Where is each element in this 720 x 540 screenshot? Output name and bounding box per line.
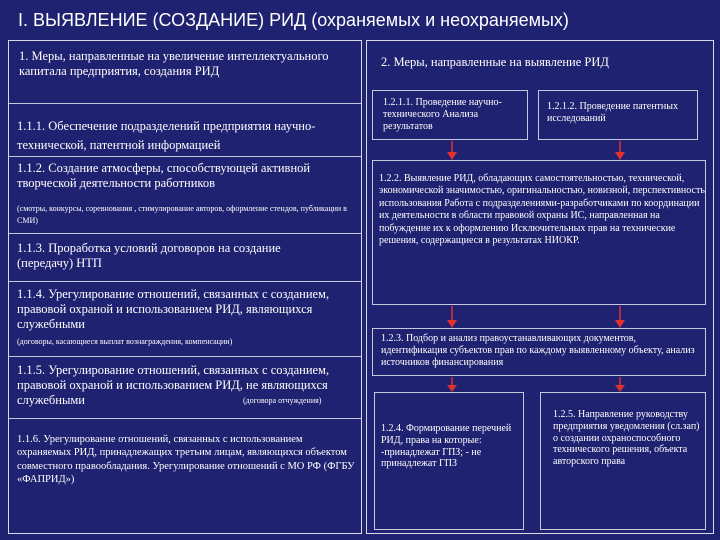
item-1-1-4: 1.1.4. Урегулирование отношений, связанных с созданием, правовой охраной и использованием РИД, являющихся служебными xyxy=(17,287,330,331)
arrowhead xyxy=(447,152,457,160)
slide-title: I. ВЫЯВЛЕНИЕ (СОЗДАНИЕ) РИД (охраняемых и неохраняемых) xyxy=(18,10,569,30)
box-1-2-4: 1.2.4. Формирование перечней РИД, права на которые: -принадлежат ГПЗ; - не принадлежат ГПЗ xyxy=(374,392,524,530)
box-1-2-2: 1.2.2. Выявление РИД, обладающих самостоятельностью, технической, экономической значимостью, оригинальностью, новизной, перспективность использования Работа с подразделениями-разработчиками по координации их деятельности в области правовой охраны ИС, направленная на побуждение их к оформлению Исключительных прав на технические решения, содержащиеся в результатах НИОКР. xyxy=(372,160,706,305)
arrowhead xyxy=(615,385,625,392)
box-1-2-1-1: 1.2.1.1. Проведение научно-технического Анализа результатов xyxy=(372,90,528,140)
box-1-2-1-2: 1.2.1.2. Проведение патентных исследований xyxy=(538,90,698,140)
arrowhead xyxy=(615,152,625,160)
box-1-2-5: 1.2.5. Направление руководству предприятия уведомления (сл.зап) о создании охраноспособного технического решения, объекта авторского права xyxy=(540,392,706,530)
item-1-1-3: 1.1.3. Проработка условий договоров на создание (передачу) НТП xyxy=(17,241,281,270)
item-1-1-4-note: (договоры, касающиеся выплат вознаграждения, компенсации) xyxy=(17,337,233,346)
arrowhead xyxy=(447,385,457,392)
item-1-1-5-note: (договора отчуждения) xyxy=(243,396,322,405)
item-1-1-6: 1.1.6. Урегулирование отношений, связанных с использованием охраняемых РИД, принадлежащих третьим лицам, являющихся объектом совместного правообладания. Урегулирование отношений с МО РФ (ФГБУ «ФАПРИД») xyxy=(17,434,355,486)
item-1-1-1: 1.1.1. Обеспечение подразделений предприятия научно-технической, патентной информацией xyxy=(17,119,316,153)
item-1-1-2: 1.1.2. Создание атмосферы, способствующей активной творческой деятельности работников xyxy=(17,161,311,190)
right-header: 2. Меры, направленные на выявление РИД xyxy=(381,55,609,69)
box-1-2-3: 1.2.3. Подбор и анализ правоустанавливающих документов, идентификация субъектов прав по каждому выявленному объекту, анализ источников финансирования xyxy=(372,328,706,376)
left-header: 1. Меры, направленные на увеличение интеллектуального капитала предприятия, создания РИД xyxy=(19,49,329,78)
item-1-1-5: 1.1.5. Урегулирование отношений, связанных с созданием, правовой охраной и использованием РИД, не являющихся служебными xyxy=(17,363,330,407)
arrowhead xyxy=(447,320,457,328)
item-1-1-2-note: (смотры, конкурсы, соревнования , стимулирование авторов, оформление стендов, публикации в СМИ) xyxy=(17,204,347,226)
arrowhead xyxy=(615,320,625,328)
